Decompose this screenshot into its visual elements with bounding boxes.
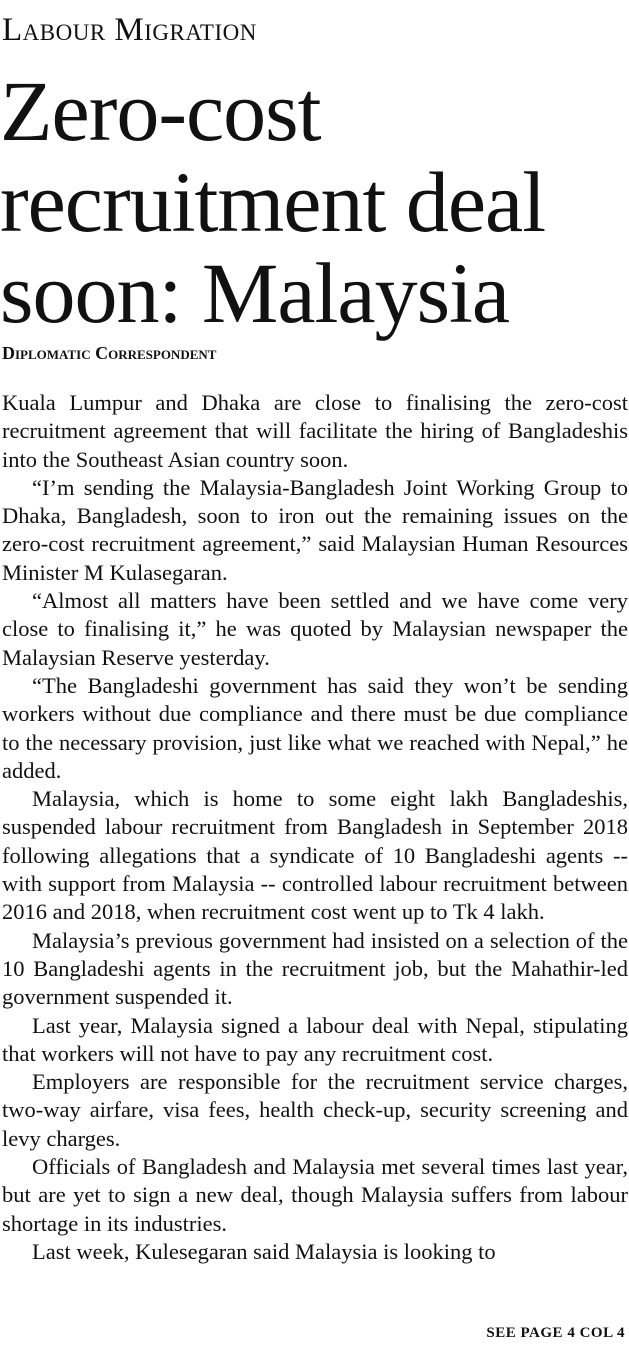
body-paragraph: “Almost all matters have been settled and we have come very close to finalising it,” he was quoted by Malaysian newspaper the Malaysian Reserve yesterday. [2, 588, 628, 670]
body-paragraph: Last week, Kulesegaran said Malaysia is looking to [32, 1238, 496, 1264]
headline-line: soon: Malaysia [0, 245, 510, 341]
body-paragraph: Malaysia, which is home to some eight lakh Bangladeshis, suspended labour recruitment from Bangladesh in September 2018 following allegations that a syndicate of 10 Bangladeshi agents -- with support from Malaysia -- controlled labour recruitment between 2016 and 2018, when recruitment cost went up to Tk 4 lakh. [2, 786, 628, 925]
headline-line: recruitment deal [0, 154, 546, 250]
body-paragraph: “I’m sending the Malaysia-Bangladesh Joint Working Group to Dhaka, Bangladesh, soon to iron out the remaining issues on the zero-cost recruitment agreement,” said Malaysian Human Resources Minister M Kulasegaran. [2, 474, 628, 585]
article-body [2, 389, 628, 1266]
body-paragraph: Officials of Bangladesh and Malaysia met several times last year, but are yet to sign a new deal, though Malaysia suffers from labour shortage in its industries. [2, 1154, 628, 1236]
body-paragraph: Last year, Malaysia signed a labour deal with Nepal, stipulating that workers will not have to pay any recruitment cost. [2, 1012, 628, 1066]
body-paragraph: “The Bangladeshi government has said they won’t be sending workers without due compliance and there must be due compliance to the necessary provision, just like what we reached with Nepal,” he added. [2, 672, 628, 783]
body-paragraph: Malaysia’s previous government had insisted on a selection of the 10 Bangladeshi agents in the recruitment job, but the Mahathir-led government suspended it. [2, 927, 628, 1010]
headline-line: Zero-cost [0, 63, 321, 159]
byline: Diplomatic Correspondent [2, 343, 217, 363]
body-paragraph: Kuala Lumpur and Dhaka are close to finalising the zero-cost recruitment agreement that will facilitate the hiring of Bangladeshis into the Southeast Asian country soon. [2, 390, 628, 472]
body-paragraph: Employers are responsible for the recruitment service charges, two-way airfare, visa fees, health check-up, security screening and levy charges. [2, 1069, 628, 1151]
headline [0, 63, 629, 341]
section-kicker: Labour Migration [2, 12, 257, 48]
continuation-reference: SEE PAGE 4 COL 4 [486, 1325, 625, 1341]
